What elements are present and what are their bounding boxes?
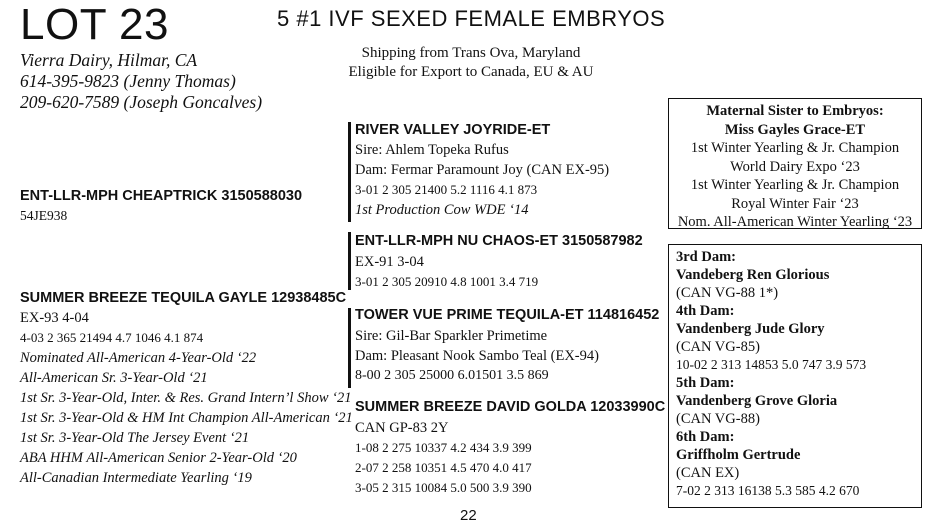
dams-sire-dam: Dam: Pleasant Nook Sambo Teal (EX-94)	[355, 348, 599, 364]
sires-sire-honor: 1st Production Cow WDE ‘14	[355, 202, 529, 218]
maternal-sister-line: Nom. All-American Winter Yearling ‘23	[677, 214, 913, 230]
consignor-name: Vierra Dairy, Hilmar, CA	[20, 50, 198, 70]
third-dam-name: Vandeberg Ren Glorious	[676, 267, 830, 283]
sires-sire-block	[355, 120, 609, 220]
maternal-sister-line: World Dairy Expo ‘23	[730, 158, 860, 175]
dam-block	[20, 288, 353, 488]
maternal-sister-line: 1st Winter Yearling & Jr. Champion	[690, 177, 900, 193]
consignor-block	[20, 50, 262, 113]
shipping-line-1: Shipping from Trans Ova, Maryland	[361, 45, 581, 61]
fourth-dam-label: 4th Dam:	[676, 303, 735, 319]
dam-honor: All-Canadian Intermediate Yearling ‘19	[20, 470, 252, 486]
dam-record: 4-03 2 365 21494 4.7 1046 4.1 874	[20, 330, 204, 345]
dams-sire-name: TOWER VUE PRIME TEQUILA-ET 114816452	[355, 307, 660, 323]
dam-honor: Nominated All-American 4-Year-Old ‘22	[20, 350, 257, 366]
sires-dam-block	[355, 230, 643, 292]
sires-sire-sire: Sire: Ahlem Topeka Rufus	[355, 142, 509, 158]
dam-honor: 1st Sr. 3-Year-Old, Inter. & Res. Grand Intern’l Show ‘21	[20, 390, 352, 406]
lot-headline: 5 #1 IVF SEXED FEMALE EMBRYOS	[277, 6, 666, 31]
sixth-dam-label: 6th Dam:	[676, 429, 735, 445]
sires-dam-name: ENT-LLR-MPH NU CHAOS-ET 3150587982	[355, 233, 643, 249]
consignor-phone-2: 209-620-7589 (Joseph Goncalves)	[20, 92, 263, 112]
dam-honor: 1st Sr. 3-Year-Old The Jersey Event ‘21	[20, 430, 250, 446]
third-dam-label: 3rd Dam:	[676, 249, 737, 265]
consignor-phone-1: 614-395-9823 (Jenny Thomas)	[20, 71, 236, 91]
sires-sire-dam: Dam: Fermar Paramount Joy (CAN EX-95)	[355, 162, 610, 178]
dams-sire-sire: Sire: Gil-Bar Sparkler Primetime	[355, 328, 548, 344]
dams-dam-name: SUMMER BREEZE DAVID GOLDA 12033990C	[355, 399, 666, 415]
maternal-sister-name: Miss Gayles Grace-ET	[724, 121, 866, 138]
page-number: 22	[460, 507, 477, 524]
maternal-sister-heading: Maternal Sister to Embryos:	[706, 103, 884, 119]
sire-block	[20, 186, 302, 226]
fourth-dam-class: (CAN VG-85)	[676, 339, 760, 355]
sixth-dam-class: (CAN EX)	[676, 465, 740, 481]
sires-sire-name: RIVER VALLEY JOYRIDE-ET	[355, 122, 551, 138]
dams-sire-record: 8-00 2 305 25000 6.01501 3.5 869	[355, 368, 549, 383]
fourth-dam-name: Vandenberg Jude Glory	[676, 321, 825, 337]
maternal-sister-line: Royal Winter Fair ‘23	[731, 195, 859, 212]
dams-dam-block	[355, 396, 665, 498]
dams-dam-record: 2-07 2 258 10351 4.5 470 4.0 417	[355, 460, 532, 475]
third-dam-class: (CAN VG-88 1*)	[676, 285, 779, 301]
dams-sire-block	[355, 304, 659, 386]
sixth-dam-record: 7-02 2 313 16138 5.3 585 4.2 670	[676, 483, 860, 498]
sires-dam-record: 3-01 2 305 20910 4.8 1001 3.4 719	[355, 274, 539, 289]
fourth-dam-record: 10-02 2 313 14853 5.0 747 3.9 573	[676, 357, 867, 372]
fifth-dam-label: 5th Dam:	[676, 375, 735, 391]
shipping-line-2: Eligible for Export to Canada, EU & AU	[348, 64, 594, 80]
dams-sire-bracket	[348, 308, 351, 388]
dam-name: SUMMER BREEZE TEQUILA GAYLE 12938485C	[20, 290, 347, 306]
sire-name: ENT-LLR-MPH CHEAPTRICK 3150588030	[20, 188, 303, 204]
sixth-dam-name: Griffholm Gertrude	[676, 447, 801, 463]
dam-honor: All-American Sr. 3-Year-Old ‘21	[20, 370, 208, 386]
maternal-sister-box	[668, 98, 922, 229]
fifth-dam-class: (CAN VG-88)	[676, 411, 760, 427]
dams-dam-record: 1-08 2 275 10337 4.2 434 3.9 399	[355, 440, 532, 455]
sire-code: 54JE938	[20, 208, 68, 223]
sires-sire-bracket	[348, 122, 351, 222]
shipping-info	[340, 44, 602, 82]
dam-line-box	[668, 244, 922, 508]
fifth-dam-name: Vandenberg Grove Gloria	[676, 393, 838, 409]
dam-honor: ABA HHM All-American Senior 2-Year-Old ‘20	[20, 450, 297, 466]
dams-dam-record: 3-05 2 315 10084 5.0 500 3.9 390	[355, 480, 532, 495]
dams-dam-classification: CAN GP-83 2Y	[355, 420, 449, 436]
sires-dam-bracket	[348, 232, 351, 290]
sires-sire-record: 3-01 2 305 21400 5.2 1116 4.1 873	[355, 182, 538, 197]
lot-number: LOT 23	[20, 0, 169, 49]
dam-honor: 1st Sr. 3-Year-Old & HM Int Champion All-American ‘21	[20, 410, 353, 426]
dam-classification: EX-93 4-04	[20, 310, 89, 326]
sires-dam-classification: EX-91 3-04	[355, 254, 424, 270]
maternal-sister-line: 1st Winter Yearling & Jr. Champion	[690, 140, 900, 156]
